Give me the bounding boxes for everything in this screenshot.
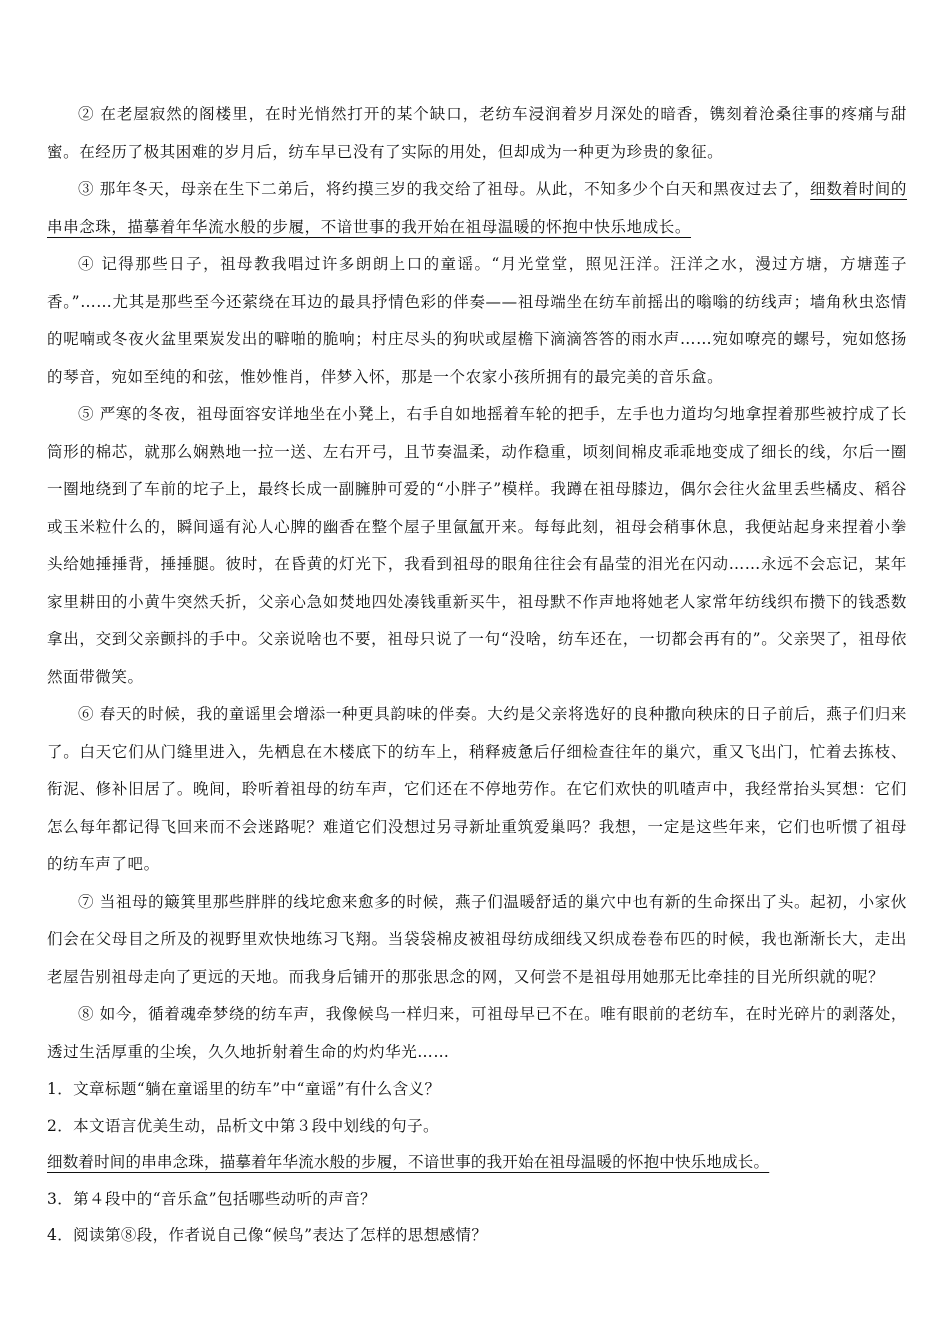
paragraph-3 [47,171,907,246]
paragraph-7: ⑦ 当祖母的簸箕里那些胖胖的线坨愈来愈多的时候，燕子们温暖舒适的巢穴中也有新的生命探出了头。起初，小家伙们会在父母目之所及的视野里欢快地练习飞翔。当袋袋棉皮被祖母纺成细线又织成卷卷布匹的时候，我也渐渐长大，走出老屋告别祖母走向了更远的天地。而我身后铺开的那张思念的网，又何尝不是祖母用她那无比牵挂的目光所织就的呢？ [47,892,907,986]
question-1: 1．文章标题“躺在童谣里的纺车”中“童谣”有什么含义？ [47,1080,441,1098]
paragraph-4: ④ 记得那些日子，祖母教我唱过许多朗朗上口的童谣。“月光堂堂，照见汪洋。汪洋之水，漫过方塘，方塘莲子香。”……尤其是那些至今还萦绕在耳边的最具抒情色彩的伴奏——祖母端坐在纺车前摇出的嗡嗡的纺线声；墙角秋虫恣情的呢喃或冬夜火盆里栗炭发出的噼啪的脆响；村庄尽头的狗吠或屋檐下滴滴答答的雨水声……宛如嘹亮的螺号，宛如悠扬的琴音，宛如至纯的和弦，惟妙惟肖，伴梦入怀，那是一个农家小孩所拥有的最完美的音乐盒。 [47,255,907,386]
question-3: 3．第４段中的“音乐盒”包括哪些动听的声音？ [47,1189,377,1208]
question-4: 4．阅读第⑧段，作者说自己像“候鸟”表达了怎样的思想感情？ [47,1226,488,1244]
paragraph-2: ② 在老屋寂然的阁楼里，在时光悄然打开的某个缺口，老纺车浸润着岁月深处的暗香，镌刻着沧桑往事的疼痛与甜蜜。在经历了极其困难的岁月后，纺车早已没有了实际的用处，但却成为一种更为珍贵的象征。 [47,105,907,161]
paragraph-6: ⑥ 春天的时候，我的童谣里会增添一种更具韵味的伴奏。大约是父亲将选好的良种撒向秧床的日子前后，燕子们归来了。白天它们从门缝里进入，先栖息在木楼底下的纺车上，稍释疲惫后仔细检查往年的巢穴，重又飞出门，忙着去拣枝、衔泥、修补旧居了。晚间，聆听着祖母的纺车声，它们还在不停地劳作。在它们欢快的叽喳声中，我经常抬头冥想：它们怎么每年都记得飞回来而不会迷路呢？难道它们没想过另寻新址重筑爱巢吗？我想，一定是这些年来，它们也听惯了祖母的纺车声了吧。 [47,705,907,873]
paragraph-5: ⑤ 严寒的冬夜，祖母面容安详地坐在小凳上，右手自如地摇着车轮的把手，左手也力道均匀地拿捏着那些被拧成了长筒形的棉芯，就那么娴熟地一拉一送、左右开弓，且节奏温柔，动作稳重，顷刻间棉皮乖乖地变成了细长的线，尔后一圈一圈地绕到了车前的坨子上，最终长成一副臃肿可爱的“小胖子”模样。我蹲在祖母膝边，偶尔会往火盆里丢些橘皮、稻谷或玉米粒什么的，瞬间遥有沁人心脾的幽香在整个屋子里氤氲开来。每每此刻，祖母会稍事休息，我便站起身来捏着小拳头给她捶捶背，捶捶腿。彼时，在昏黄的灯光下，我看到祖母的眼角往往会有晶莹的泪光在闪动……永远不会忘记，某年家里耕田的小黄牛突然夭折，父亲心急如焚地四处凑钱重新买牛，祖母默不作声地将她老人家常年纺线织布攒下的钱悉数拿出，交到父亲颤抖的手中。父亲说啥也不要，祖母只说了一句“没啥，纺车还在，一切都会再有的”。父亲哭了，祖母依然面带微笑。 [47,405,907,686]
paragraph-3-text: ③ 那年冬天，母亲在生下二弟后，将约摸三岁的我交给了祖母。从此，不知多少个白天和黑夜过去了， [78,180,811,198]
paragraph-8: ⑧ 如今，循着魂牵梦绕的纺车声，我像候鸟一样归来，可祖母早已不在。唯有眼前的老纺车，在时光碎片的剥落处，透过生活厚重的尘埃，久久地折射着生命的灼灼华光…… [47,1005,907,1061]
question-2-quote: 细数着时间的串串念珠，描摹着年华流水般的步履，不谙世事的我开始在祖母温暖的怀抱中快乐地成长。 [47,1153,770,1171]
document-page [47,96,907,1254]
question-2: 2．本文语言优美生动，品析文中第３段中划线的句子。 [47,1116,439,1135]
underlined-sentence: 细数着时间的串串念珠，描摹着年华流水般的步履，不谙世事的我开始在祖母温暖的怀抱中快乐地成长。 [47,180,908,236]
